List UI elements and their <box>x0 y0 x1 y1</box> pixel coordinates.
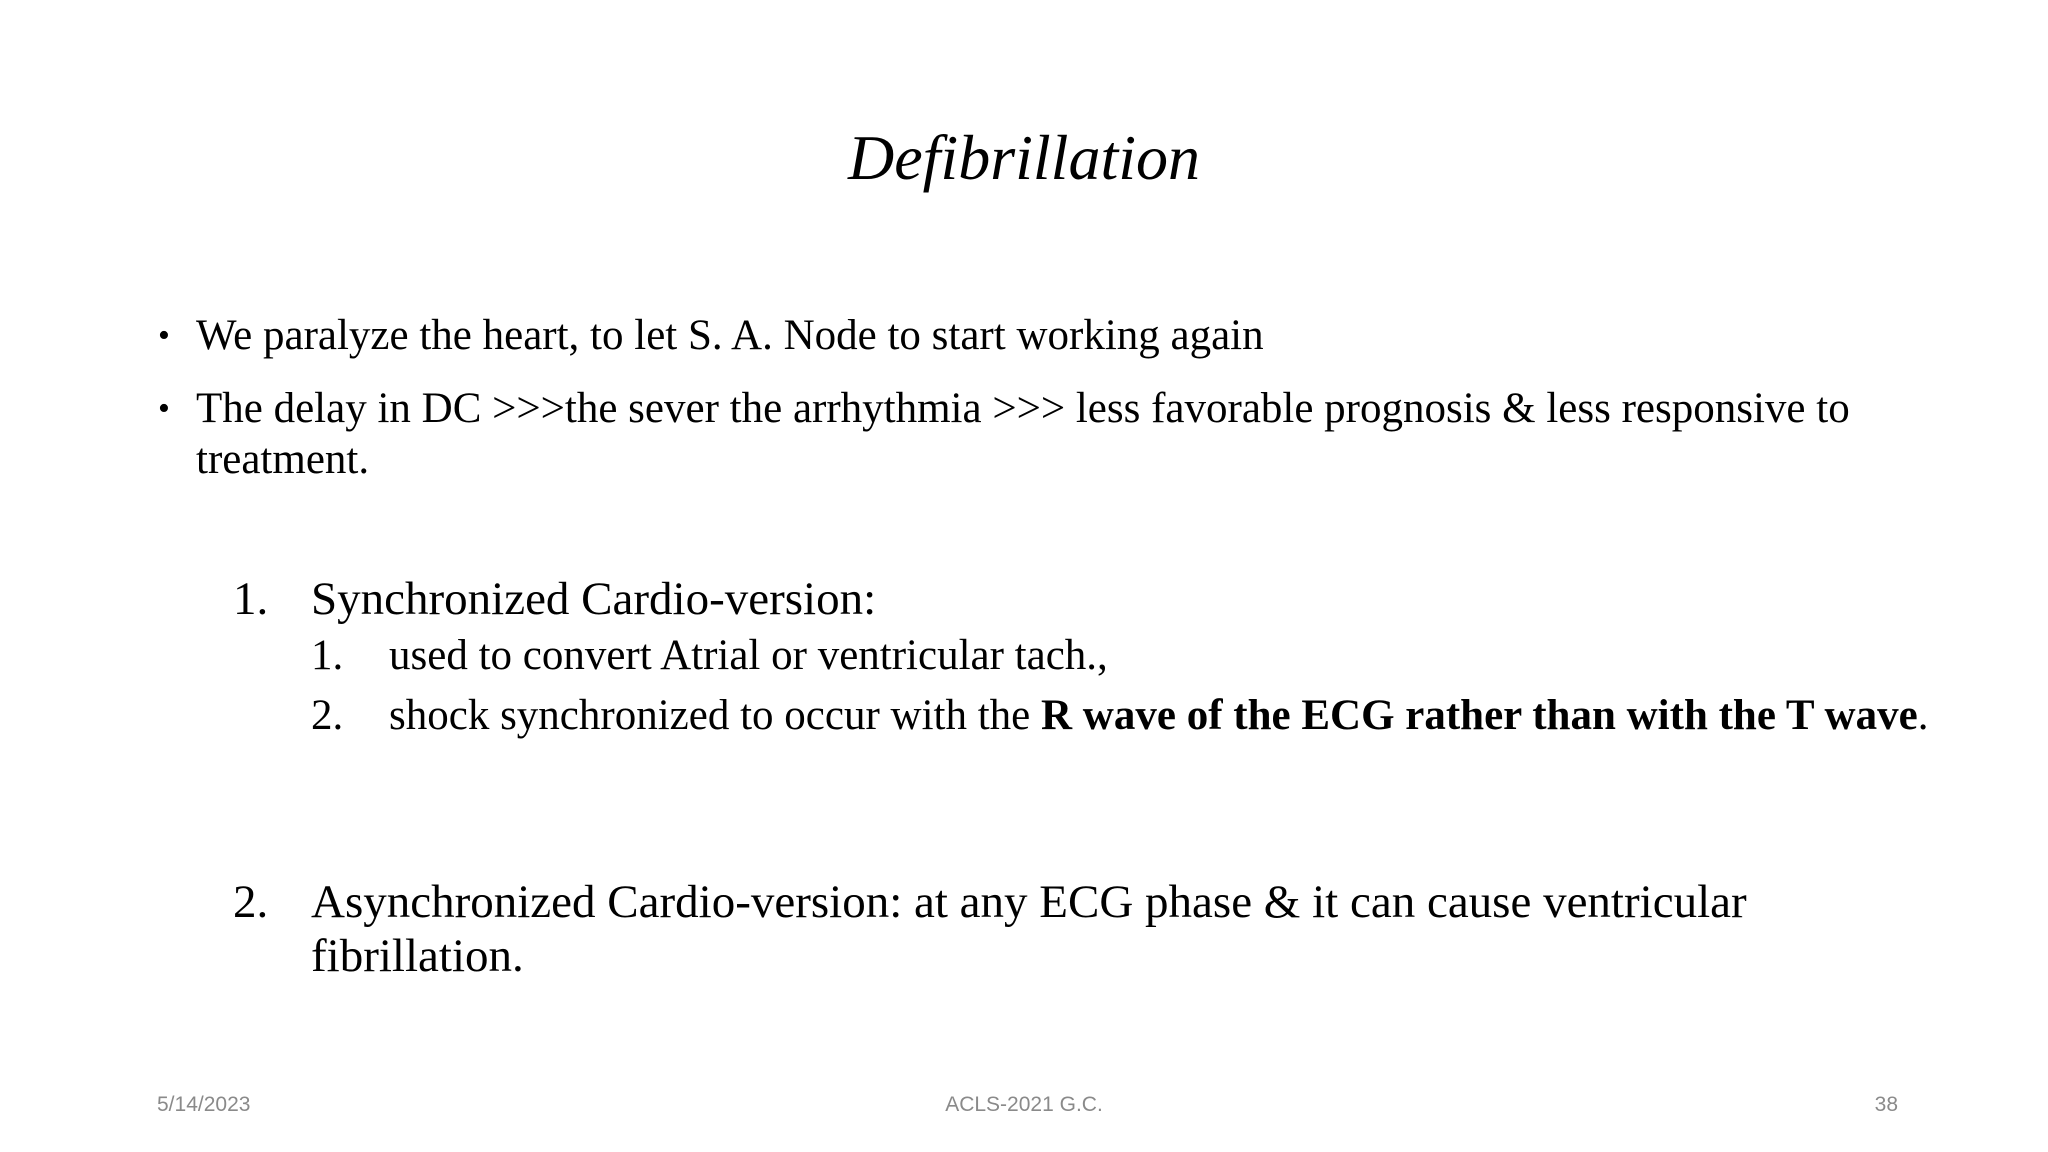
item-heading: Asynchronized Cardio-version: at any ECG phase & it can cause ventricular fibrillation. <box>311 876 1747 982</box>
bullet-text: We paralyze the heart, to let S. A. Node to start working again <box>196 312 1264 359</box>
bullet-icon: • <box>158 390 170 427</box>
numbered-item-asynchronized <box>233 875 1933 983</box>
sub-item-number: 1. <box>311 632 344 679</box>
numbered-item-synchronized <box>233 572 1933 750</box>
numbered-item <box>233 572 1933 741</box>
sub-item-bold-text: R wave of the ECG rather than with the T wave <box>1041 692 1918 739</box>
footer-title: ACLS-2021 G.C. <box>945 1093 1103 1116</box>
sub-item <box>311 630 1933 681</box>
sub-item-end-text: . <box>1917 692 1929 739</box>
sub-item-text: shock synchronized to occur with the <box>389 692 1041 739</box>
bullet-list <box>158 310 1918 507</box>
item-number: 1. <box>233 573 269 625</box>
footer-page-number: 38 <box>1874 1093 1898 1116</box>
item-number: 2. <box>233 876 269 928</box>
bullet-icon: • <box>158 317 170 354</box>
sub-list <box>311 630 1933 741</box>
bullet-item <box>158 383 1918 485</box>
slide-title: Defibrillation <box>848 122 1200 193</box>
sub-item-text: used to convert Atrial or ventricular tach., <box>389 632 1108 679</box>
sub-item <box>311 690 1933 741</box>
numbered-item <box>233 875 1933 983</box>
item-heading: Synchronized Cardio-version: <box>311 573 877 625</box>
sub-item-number: 2. <box>311 692 344 739</box>
footer-date: 5/14/2023 <box>157 1093 251 1116</box>
bullet-item <box>158 310 1918 361</box>
bullet-text: The delay in DC >>>the sever the arrhythmia >>> less favorable prognosis & less responsive to treatment. <box>196 385 1850 483</box>
